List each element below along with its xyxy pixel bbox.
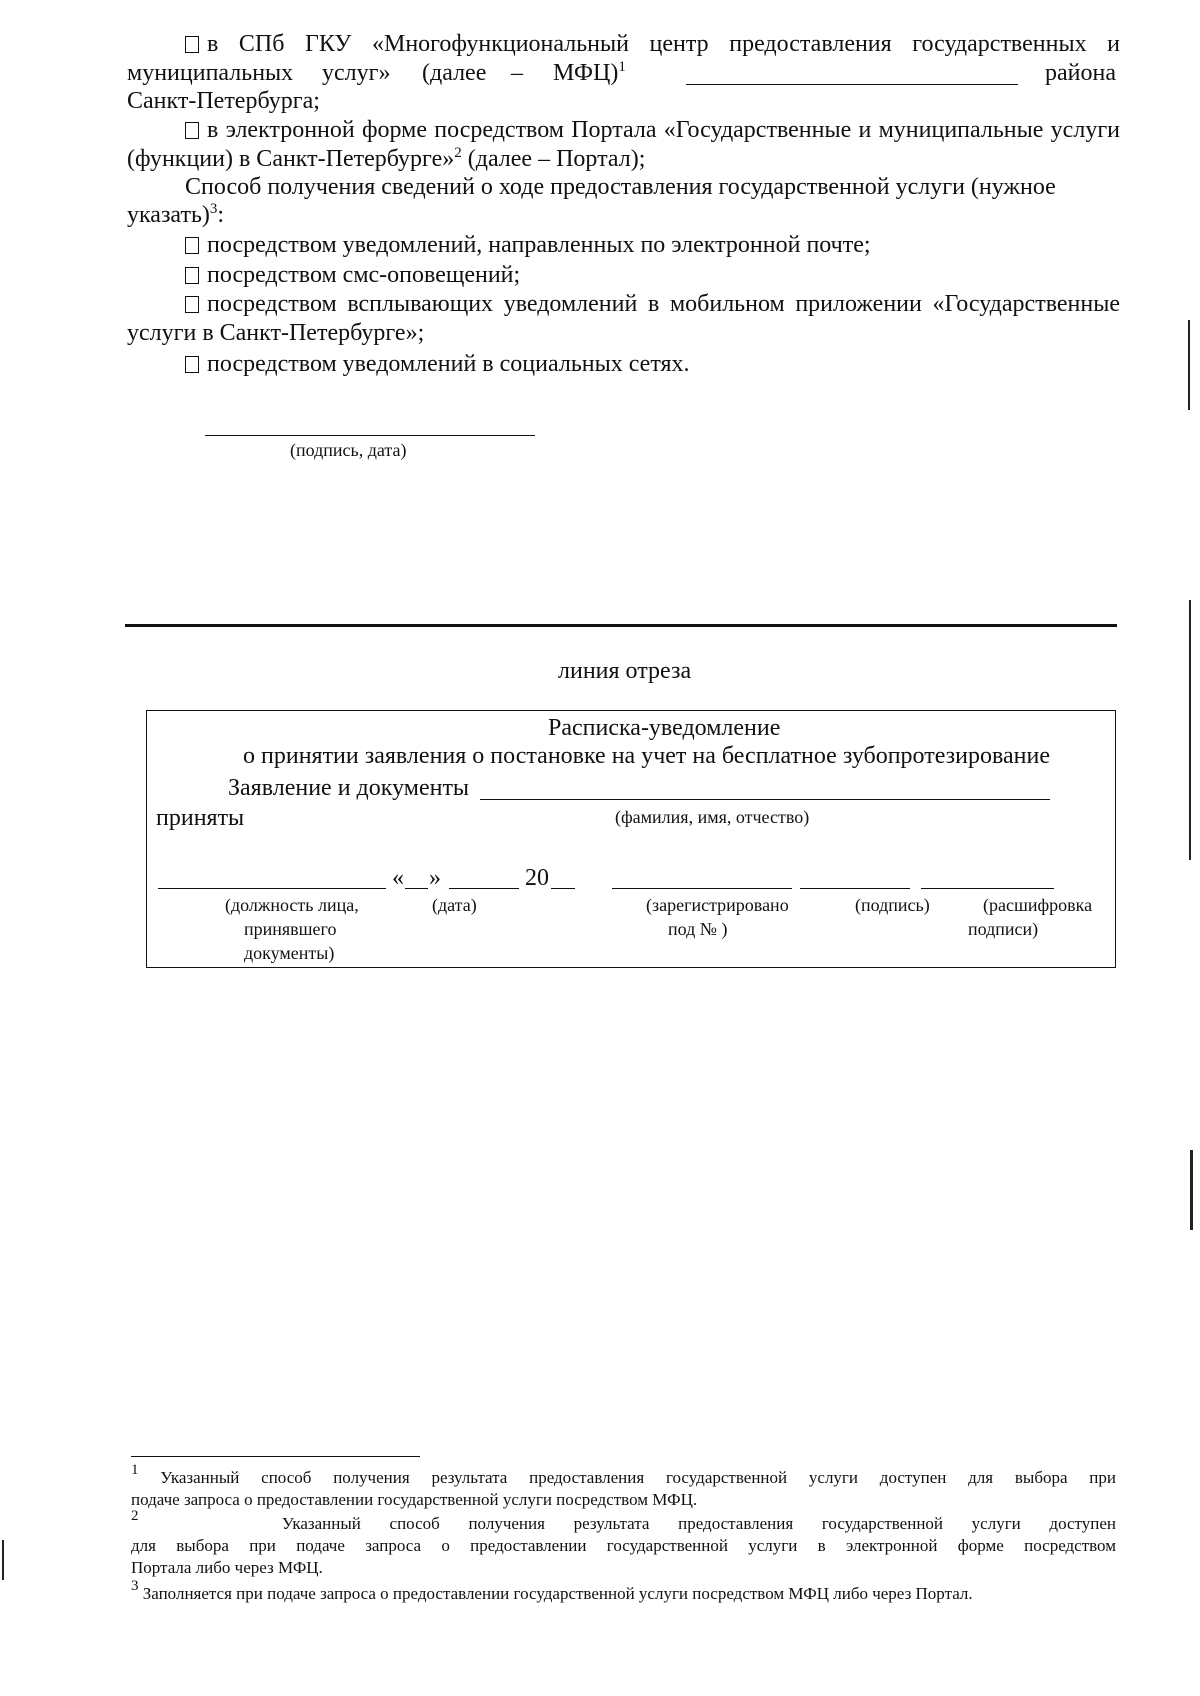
status-option-push-line2: услуги в Санкт-Петербурге»; — [127, 320, 425, 346]
option-mfc-line3: Санкт-Петербурга; — [127, 88, 320, 114]
status-heading-line2: указать)$^3$: — [127, 201, 225, 228]
month-blank[interactable] — [449, 888, 519, 889]
checkbox-sms[interactable] — [185, 267, 199, 284]
option-mfc-line2-b: услуг» — [322, 60, 391, 86]
district-blank[interactable] — [686, 84, 1018, 85]
checkbox-social[interactable] — [185, 356, 199, 373]
caption-registration-1: (зарегистрировано — [646, 895, 789, 915]
receipt-accepted-word: приняты — [156, 805, 245, 831]
date-close-quote: » — [429, 865, 441, 891]
footnote-1-line2: подаче запроса о предоставлении государственной услуги посредством МФЦ. — [131, 1490, 698, 1509]
caption-signature: (подпись) — [855, 895, 930, 915]
option-portal-line2: (функции) в Санкт-Петербурге»$^2$ (далее – Портал); — [127, 145, 646, 172]
footnote-ref-3: 3 — [209, 201, 218, 217]
caption-position-2: принявшего — [244, 919, 337, 939]
checkbox-mfc[interactable] — [185, 36, 199, 53]
scan-edge-right-3 — [1190, 1150, 1193, 1230]
status-option-email: посредством уведомлений, направленных по электронной почте; — [185, 231, 871, 259]
status-option-sms: посредством смс-оповещений; — [185, 261, 520, 289]
scan-edge-left-1 — [2, 1540, 4, 1580]
receipt-title: Расписка-уведомление — [548, 715, 781, 741]
cut-line — [125, 624, 1117, 627]
signature-blank[interactable] — [205, 435, 535, 436]
receipt-accepted-prefix: Заявление и документы — [228, 775, 470, 801]
date-open-quote: « — [392, 865, 404, 891]
scan-edge-right-1 — [1188, 320, 1190, 410]
name-caption: (фамилия, имя, отчество) — [615, 807, 810, 827]
option-mfc-line2: муниципальных — [127, 60, 294, 86]
status-option-push-line1: посредством всплывающих уведомлений в мобильном приложении «Государственные — [185, 290, 1120, 318]
checkbox-push[interactable] — [185, 296, 199, 313]
checkbox-email[interactable] — [185, 237, 199, 254]
year-blank[interactable] — [551, 888, 575, 889]
caption-position-3: документы) — [244, 943, 335, 963]
footnote-2-line3: Портала либо через МФЦ. — [131, 1558, 323, 1577]
option-mfc-line2-f: района — [1045, 60, 1116, 86]
footnote-3 — [131, 1578, 1116, 1605]
option-mfc-line2-d: – — [511, 60, 523, 86]
cut-line-label: линия отреза — [558, 658, 692, 684]
signature-caption: (подпись, дата) — [290, 440, 407, 460]
checkbox-portal[interactable] — [185, 122, 199, 139]
day-blank[interactable] — [405, 888, 428, 889]
footnote-3-line1: $^3$ Заполняется при подаче запроса о предоставлении государственной услуги посредством МФЦ либо через Портал. — [131, 1578, 973, 1603]
footnote-2 — [131, 1508, 1116, 1579]
applicant-name-blank[interactable] — [480, 799, 1050, 800]
footnote-separator — [131, 1456, 420, 1457]
caption-decoding-2: подписи) — [968, 919, 1039, 939]
receipt-signature-blank[interactable] — [800, 888, 910, 889]
status-option-social: посредством уведомлений в социальных сетях. — [185, 350, 690, 378]
scan-edge-right-2 — [1189, 600, 1191, 860]
footnote-1-line1: $^1$ Указанный способ получения результата предоставления государственной услуги доступен для выбора при — [131, 1462, 1117, 1487]
status-heading-line1: Способ получения сведений о ходе предоставления государственной услуги (нужное — [185, 174, 1056, 200]
caption-position-1: (должность лица, — [225, 895, 359, 915]
caption-date: (дата) — [432, 895, 477, 915]
receipt-subtitle: о принятии заявления о постановке на учет на бесплатное зубопротезирование — [243, 743, 1050, 769]
footnote-ref-2: 2 — [454, 145, 462, 161]
decoding-blank[interactable] — [921, 888, 1054, 889]
option-mfc-line2-e: МФЦ)$^1$ — [553, 59, 626, 86]
footnote-2-line2: для выбора при подаче запроса о предоставлении государственной услуги в электронной форме посредством — [131, 1536, 1116, 1555]
position-blank[interactable] — [158, 888, 386, 889]
footnote-2-line1: $^2$ Указанный способ получения результата предоставления государственной услуги доступен — [131, 1508, 1116, 1533]
option-mfc-line2-c: (далее — [422, 60, 487, 86]
caption-decoding-1: (расшифровка — [983, 895, 1093, 915]
caption-registration-2: под № ) — [668, 919, 728, 939]
option-mfc-line1: в СПб ГКУ «Многофункциональный центр предоставления государственных и — [185, 30, 1120, 58]
footnote-ref-1: 1 — [618, 59, 626, 75]
year-prefix: 20 — [525, 865, 549, 891]
footnote-1 — [131, 1462, 1117, 1511]
registration-blank[interactable] — [612, 888, 792, 889]
option-portal-line1: в электронной форме посредством Портала «Государственные и муниципальные услуги — [185, 116, 1120, 144]
